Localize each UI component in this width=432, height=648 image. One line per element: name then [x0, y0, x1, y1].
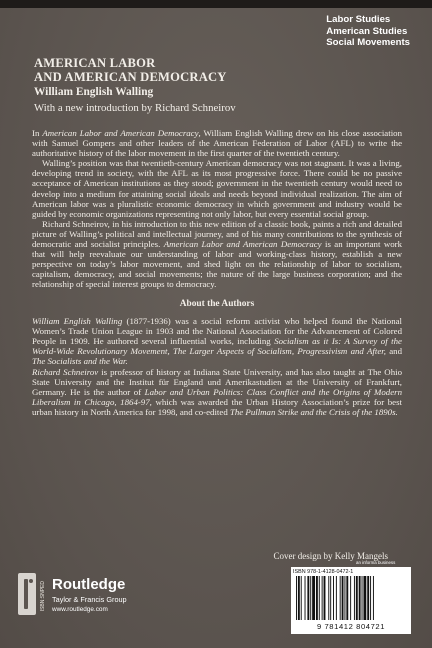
book-title-line-1: AMERICAN LABOR — [34, 56, 156, 70]
isbn-text: ISBN 978-1-4128-0472-1 — [293, 569, 354, 575]
introduction-credit: With a new introduction by Richard Schneirov — [34, 102, 236, 114]
informa-tagline: an informa business — [356, 560, 396, 565]
category-label: American Studies — [326, 25, 408, 37]
category-label: Labor Studies — [326, 14, 391, 25]
author-bio-schneirov: Richard Schneirov is professor of history at Indiana State University, and has also taught at The Ohio State University and the Institut für England und Amerikastudien at the University of Frankfurt, Germany. He is the author of Labor and Urban Politics: Class Conflict and the Origins of Modern Liberalism in Chicago, 1864-97, which was awarded the Urban History Association’s prize for best urban history in North America for 1998, and co-edited The Pullman Strike and the Crisis of the 1890s. — [32, 367, 402, 418]
book-title-line-2: AND AMERICAN DEMOCRACY — [34, 70, 227, 84]
description-text — [32, 128, 402, 418]
barcode-bars — [294, 576, 408, 620]
barcode — [291, 567, 411, 634]
publisher-name: Routledge — [52, 576, 126, 593]
title-block — [34, 56, 414, 115]
category-label: Social Movements — [326, 37, 410, 48]
barcode-digits: 9 781412 804721 — [316, 622, 386, 631]
paragraph-2: Walling’s position was that twentieth-century American democracy was not stagnant. It was a living, developing trend in society, with the AFL as its most progressive force. There could be no passive acceptance of American institutions as they stood; government in the twentieth century would need to develop into a medium for attaining social ideals and needs beyond individual realization. The aim of American labor was a pluralistic economic democracy in which government and industry would be guided by economic organizations representing not only labor, but every essential social group. — [32, 158, 402, 219]
publisher-url: www.routledge.com — [52, 606, 108, 613]
book-author: William English Walling — [34, 86, 154, 98]
routledge-mark-icon — [18, 573, 36, 615]
about-authors-heading: About the Authors — [179, 298, 255, 309]
paragraph-3: Richard Schneirov, in his introduction to this new edition of a classic book, paints a rich and detailed picture of Walling’s political and intellectual journey, and of his many contributions to the synthesis of democratic and socialist principles. American Labor and American Democracy is an important work that will help reevaluate our understanding of labor and working-class history, establish a new perspective on today’s labor movement, and shed light on the relationship of labor to socialism, capitalism, democracy, and social movements; the nature of the large business corporation; and the relationship of special interest groups to democracy. — [32, 218, 403, 290]
paragraph-1: In American Labor and American Democracy, William English Walling drew on his close association with Samuel Gompers and other leaders of the American Federation of Labor (AFL) to write the authoritative history of the labor movement in the first quarter of the twentieth century. — [32, 128, 402, 159]
publisher-vertical-text: ISBN:SNPED — [40, 581, 46, 612]
cover-design-credit: Cover design by Kelly Mangels — [273, 551, 388, 561]
publisher-logo — [18, 573, 158, 629]
author-bio-walling: William English Walling (1877-1936) was a social reform activist who helped found the National Women’s Trade Union League in 1903 and the National Association for the Advancement of Colored People in 1909. He authored several influential works, including Socialism as it Is: A Survey of the World-Wide Revolutionary Movement, The Larger Aspects of Socialism, Progressivism and After, and The Socialists and the War. — [32, 315, 402, 366]
top-band — [0, 0, 432, 8]
subject-categories — [326, 14, 410, 49]
publisher-group: Taylor & Francis Group — [52, 595, 127, 604]
